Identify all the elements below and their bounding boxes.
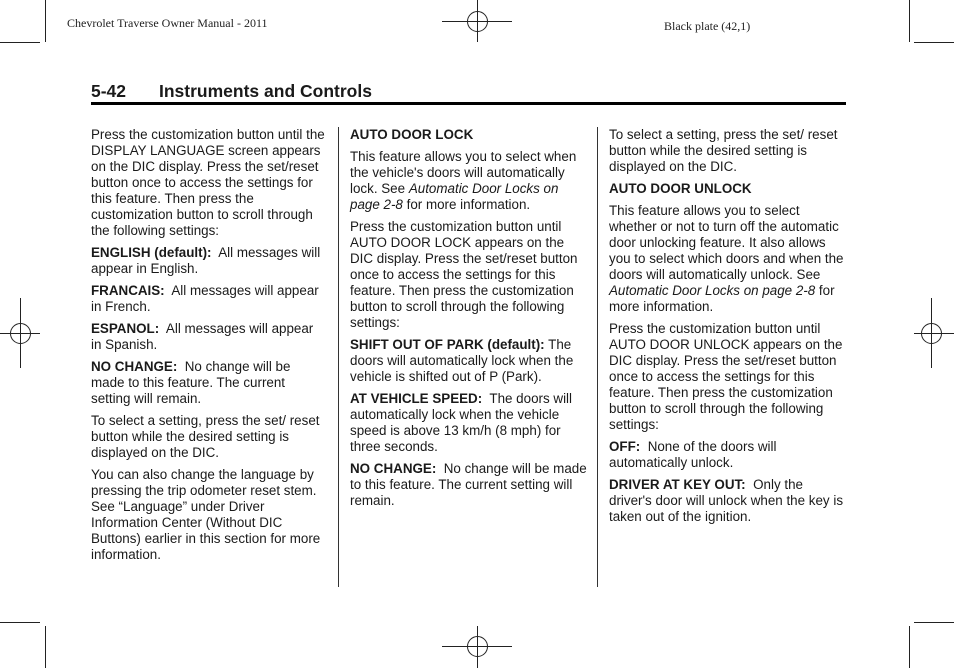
paragraph: To select a setting, press the set/ reset button while the desired setting is displayed on the DIC. <box>91 413 320 460</box>
crop-mark-bottom-left-v <box>45 626 46 668</box>
plate-label: Black plate (42,1) <box>664 19 751 33</box>
heading-rule <box>91 102 846 105</box>
setting-no-change: NO CHANGE: No change will be made to this feature. The current setting will remain. <box>91 359 291 406</box>
setting-english: ENGLISH (default): All messages will appear in English. <box>91 245 321 276</box>
crop-mark-top-left-v <box>45 0 46 42</box>
crop-mark-top-left-h <box>0 42 40 43</box>
column-divider <box>338 127 339 587</box>
paragraph: You can also change the language by pressing the trip odometer reset stem. See “Language” under Driver Information Center (Without DIC Buttons) earlier in this section for more information. <box>91 467 321 562</box>
cross-reference-link[interactable]: Automatic Door Locks on page 2-8 <box>350 181 559 212</box>
column-2 <box>350 127 588 515</box>
column-3 <box>609 127 846 531</box>
setting-at-vehicle-speed: AT VEHICLE SPEED: The doors will automatically lock when the vehicle speed is above 13 km/h (8 mph) for three seconds. <box>350 391 572 454</box>
section-heading <box>91 81 372 102</box>
setting-shift-out-of-park: SHIFT OUT OF PARK (default): The doors will automatically lock when the vehicle is shifted out of P (Park). <box>350 337 574 384</box>
column-1 <box>91 127 326 569</box>
crop-mark-bottom-right-v <box>909 626 910 668</box>
paragraph: To select a setting, press the set/ reset button while the desired setting is displayed on the DIC. <box>609 127 838 174</box>
setting-off: OFF: None of the doors will automatically unlock. <box>609 439 777 470</box>
subheading-auto-door-lock: AUTO DOOR LOCK <box>350 127 474 142</box>
paragraph: Press the customization button until AUTO DOOR UNLOCK appears on the DIC display. Press the set/reset button once to access the settings for this feature. Then press the customization button to scroll through the following settings: <box>609 321 843 432</box>
setting-no-change: NO CHANGE: No change will be made to this feature. The current setting will remain. <box>350 461 587 508</box>
crop-mark-top-right-v <box>909 0 910 42</box>
manual-title: Chevrolet Traverse Owner Manual - 2011 <box>67 16 268 30</box>
setting-driver-at-key-out: DRIVER AT KEY OUT: Only the driver's door will unlock when the key is taken out of the ignition. <box>609 477 844 524</box>
setting-espanol: ESPANOL: All messages will appear in Spanish. <box>91 321 314 352</box>
paragraph: This feature allows you to select whether or not to turn off the automatic door unlocking feature. It also allows you to select which doors and when the doors will automatically unlock. See Automatic Door Locks on page 2-8 for more information. <box>609 203 844 314</box>
paragraph: Press the customization button until the DISPLAY LANGUAGE screen appears on the DIC display. Press the set/reset button once to access the settings for this feature. Then press the customization button to scroll through the following settings: <box>91 127 325 238</box>
crop-mark-bottom-left-h <box>0 622 40 623</box>
page-number: 5-42 <box>91 81 127 101</box>
setting-francais: FRANCAIS: All messages will appear in French. <box>91 283 319 314</box>
paragraph: This feature allows you to select when the vehicle's doors will automatically lock. See Automatic Door Locks on page 2-8 for more information. <box>350 149 577 212</box>
subheading-auto-door-unlock: AUTO DOOR UNLOCK <box>609 181 752 196</box>
paragraph: Press the customization button until AUTO DOOR LOCK appears on the DIC display. Press the set/reset button once to access the settings for this feature. Then press the customization button to scroll through the following settings: <box>350 219 578 330</box>
section-title: Instruments and Controls <box>159 81 372 101</box>
crop-mark-top-right-h <box>914 42 954 43</box>
crop-mark-bottom-right-h <box>914 622 954 623</box>
column-divider <box>597 127 598 587</box>
cross-reference-link[interactable]: Automatic Door Locks on page 2-8 <box>609 283 816 298</box>
